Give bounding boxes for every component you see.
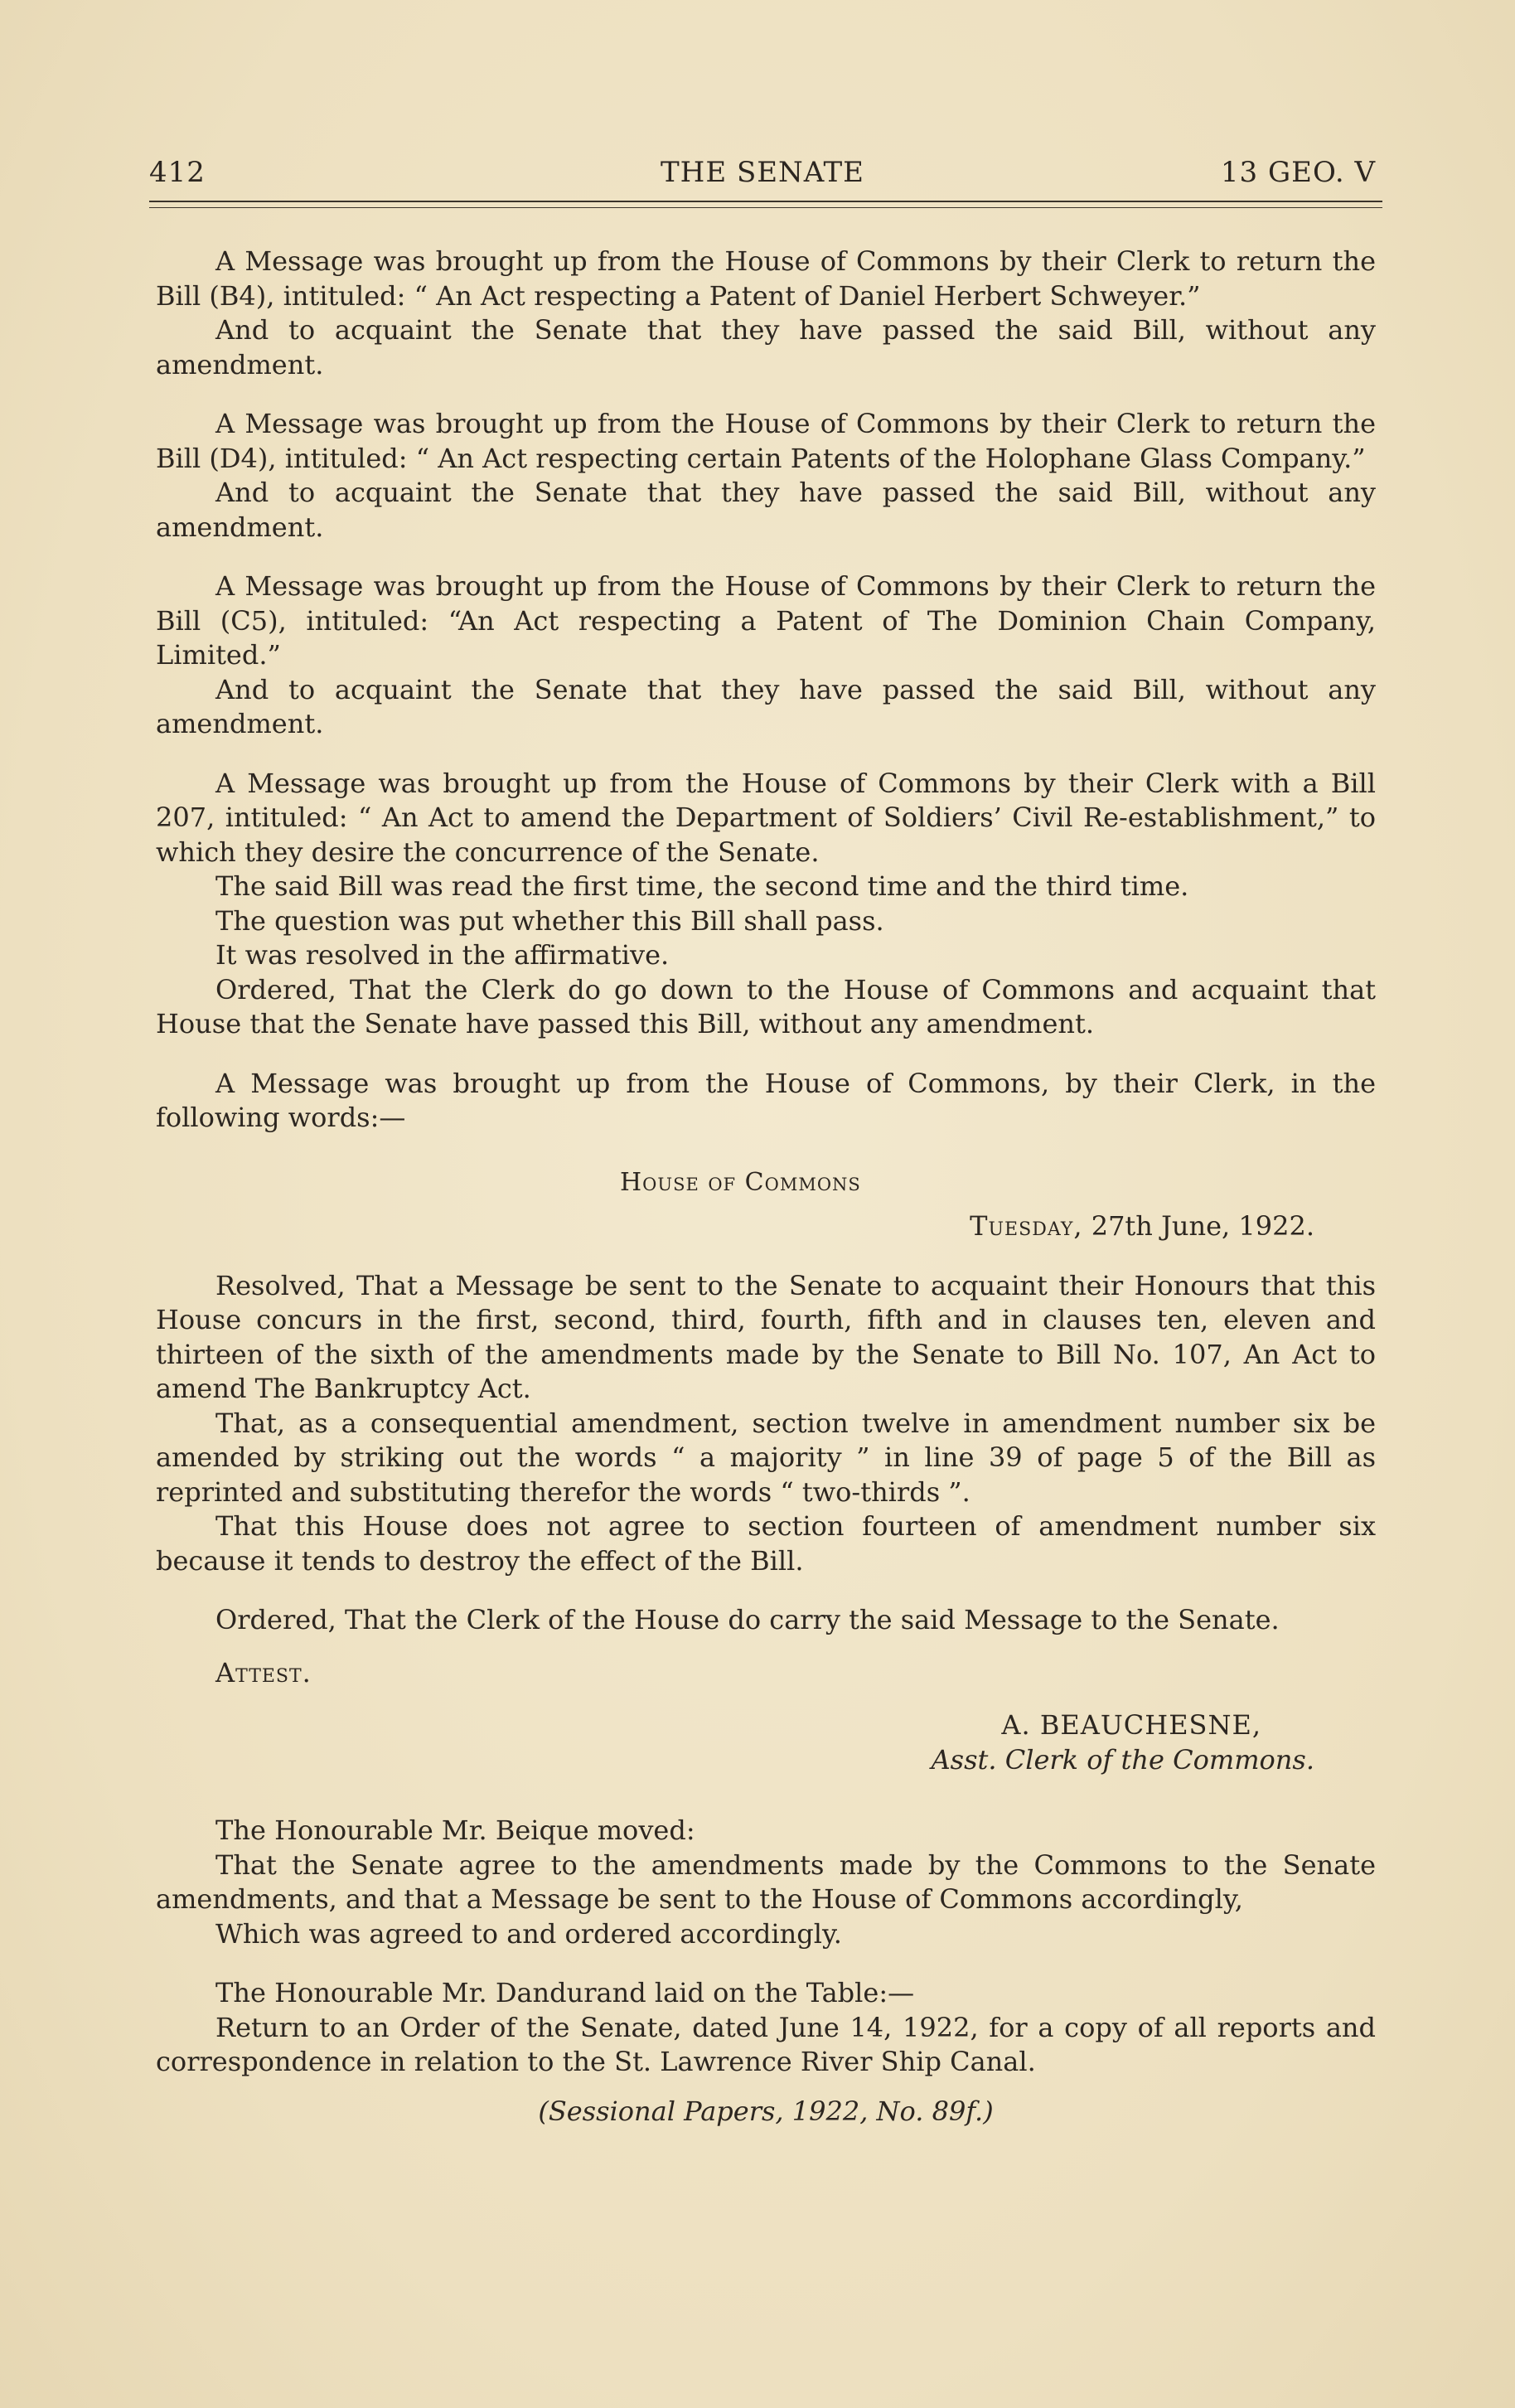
paragraph: The said Bill was read the first time, the second time and the third time.: [215, 870, 1189, 902]
paragraph: Return to an Order of the Senate, dated June 14, 1922, for a copy of all reports and correspondence in relation to the St. Lawrence River Ship Canal.: [156, 2011, 1376, 2077]
paragraph: The Honourable Mr. Dandurand laid on the Table:—: [215, 1977, 915, 2008]
page-number: 412: [149, 156, 206, 189]
paragraph: Ordered, That the Clerk of the House do carry the said Message to the Senate.: [215, 1604, 1280, 1635]
dateline: [156, 1209, 1376, 1244]
session-label: 13 GEO. V: [1220, 156, 1376, 189]
paragraph: Resolved, That a Message be sent to the Senate to acquaint their Honours that this House concurs in the first, second, third, fourth, fifth and in clauses ten, eleven and thirteen of the sixth of the amendments made by the Senate to Bill No. 107, An Act to amend The Bankruptcy Act.: [156, 1269, 1376, 1404]
paragraph: And to acquaint the Senate that they have passed the said Bill, without any amendment.: [156, 673, 1376, 739]
attest-label: Attest.: [215, 1656, 312, 1689]
spacer: [156, 545, 1376, 569]
spacer: [156, 382, 1376, 407]
paragraph: A Message was brought up from the House of Commons by their Clerk to return the Bill (C5), intituled: “An Act respecting a Patent of The Dominion Chain Company, Limited.”: [156, 570, 1376, 671]
paragraph: And to acquaint the Senate that they have passed the said Bill, without any amendment.: [156, 314, 1376, 380]
running-header: [149, 156, 1376, 199]
paragraph: It was resolved in the affirmative.: [215, 939, 670, 971]
signature-title: Asst. Clerk of the Commons.: [931, 1743, 1314, 1776]
paragraph: That this House does not agree to section fourteen of amendment number six because it tends to destroy the effect of the Bill.: [156, 1510, 1376, 1577]
paragraph: Ordered, That the Clerk do go down to the House of Commons and acquaint that House that the Senate have passed this Bill, without any amendment.: [156, 973, 1376, 1039]
paragraph: A Message was brought up from the House of Commons by their Clerk with a Bill 207, intituled: “ An Act to amend the Department of Soldiers’ Civil Re-establishment,” to which they desire the concurrence of the Senate.: [156, 767, 1376, 868]
paragraph: That the Senate agree to the amendments made by the Commons to the Senate amendments, and that a Message be sent to the House of Commons accordingly,: [156, 1848, 1376, 1915]
spacer: [156, 742, 1376, 767]
section-heading: House of Commons: [620, 1167, 861, 1197]
dateline-day: Tuesday,: [970, 1210, 1083, 1242]
page-body: [156, 245, 1376, 2155]
dateline-date: 27th June, 1922.: [1082, 1210, 1314, 1242]
paragraph: Which was agreed to and ordered accordingly.: [215, 1917, 842, 1950]
header-rule-thin: [149, 207, 1382, 208]
paragraph: The Honourable Mr. Beique moved:: [215, 1814, 695, 1846]
paragraph: A Message was brought up from the House of Commons by their Clerk to return the Bill (D4), intituled: “ An Act respecting certain Patents of the Holophane Glass Company.”: [156, 408, 1376, 474]
spacer: [156, 1951, 1376, 1976]
signature-name: A. BEAUCHESNE,: [1001, 1709, 1261, 1741]
paragraph: A Message was brought up from the House of Commons, by their Clerk, in the following words:—: [156, 1067, 1376, 1133]
paragraph: The question was put whether this Bill shall pass.: [215, 904, 884, 937]
paragraph: That, as a consequential amendment, section twelve in amendment number six be amended by striking out the words “ a majority ” in line 39 of page 5 of the Bill as reprinted and substituting therefor the words “ two-thirds ”.: [156, 1407, 1376, 1508]
running-title: THE SENATE: [660, 156, 864, 189]
paragraph: A Message was brought up from the House of Commons by their Clerk to return the Bill (B4), intituled: “ An Act respecting a Patent of Daniel Herbert Schweyer.”: [156, 245, 1376, 312]
spacer: [156, 1578, 1376, 1603]
spacer: [156, 1042, 1376, 1067]
sessional-papers-reference: (Sessional Papers, 1922, No. 89f.): [538, 2095, 994, 2127]
header-rule-thick: [149, 201, 1382, 202]
paragraph: And to acquaint the Senate that they have passed the said Bill, without any amendment.: [156, 477, 1376, 543]
